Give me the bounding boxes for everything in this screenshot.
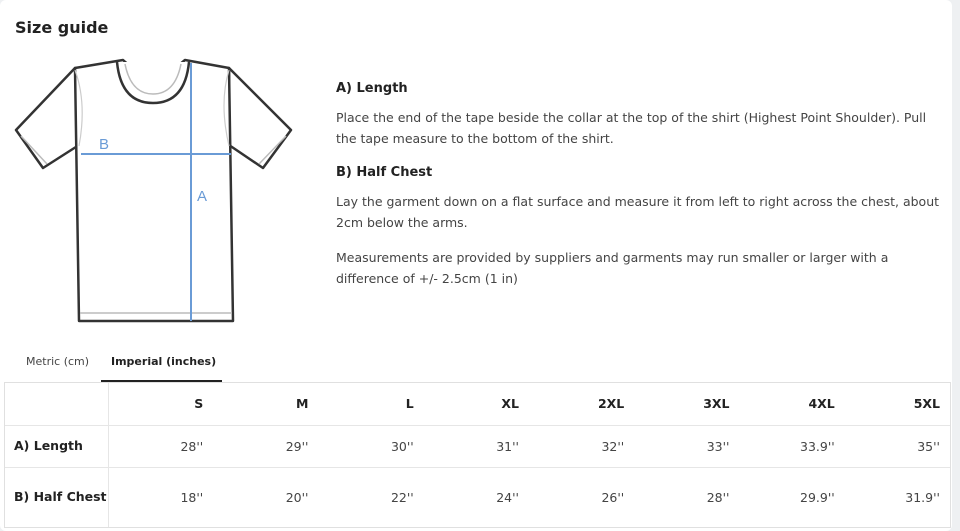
- size-header: 5XL: [845, 383, 950, 425]
- row-label: B) Half Chest: [5, 467, 108, 527]
- page-title: Size guide: [15, 18, 109, 37]
- table-cell: 35'': [845, 425, 950, 467]
- length-heading: A) Length: [336, 81, 408, 96]
- measurement-description: [336, 80, 946, 289]
- table-cell: 29.9'': [800, 489, 835, 505]
- row-label: A) Length: [5, 425, 108, 467]
- size-table: [4, 382, 951, 528]
- size-header: 4XL: [740, 383, 845, 425]
- table-row: [5, 425, 950, 467]
- left-sleeve: [16, 68, 79, 168]
- table-cell: 26'': [601, 489, 625, 505]
- length-text: Place the end of the tape beside the collar at the top of the shirt (Highest Point Shoulder). Pull the tape measure to the bottom of the shirt.: [336, 110, 927, 146]
- table-cell: 32'': [529, 425, 634, 467]
- table-cell: 29'': [213, 425, 318, 467]
- size-header: 2XL: [529, 383, 634, 425]
- table-cell: 31'': [424, 425, 529, 467]
- tab-metric[interactable]: Metric (cm): [26, 355, 90, 368]
- measurement-note: Measurements are provided by suppliers and garments may run smaller or larger with a difference of +/- 2.5cm (1 in): [336, 250, 889, 286]
- table-cell: 24'': [496, 489, 519, 505]
- size-header: 3XL: [634, 383, 739, 425]
- table-cell: 33'': [634, 425, 739, 467]
- label-a: A: [197, 188, 208, 205]
- table-cell: 33.9'': [740, 425, 845, 467]
- tshirt-diagram: [13, 58, 295, 326]
- half-chest-heading: B) Half Chest: [336, 165, 433, 180]
- size-header-row: [5, 383, 950, 425]
- size-header: M: [213, 383, 318, 425]
- table-cell: 31.9'': [905, 489, 940, 505]
- size-header: XL: [424, 383, 529, 425]
- right-sleeve: [229, 68, 291, 168]
- table-cell: 30'': [319, 425, 424, 467]
- table-cell: 28'': [108, 425, 213, 467]
- table-cell: 28'': [706, 489, 730, 505]
- size-header: L: [319, 383, 424, 425]
- corner-cell: [5, 383, 108, 425]
- table-cell: 20'': [285, 489, 309, 505]
- table-cell: 18'': [180, 489, 204, 505]
- label-b: B: [99, 136, 110, 153]
- table-row: [5, 467, 950, 527]
- size-header: S: [108, 383, 213, 425]
- table-cell: 22'': [390, 489, 414, 505]
- half-chest-text: Lay the garment down on a flat surface and measure it from left to right across the chest, about 2cm below the arms.: [336, 194, 940, 230]
- tab-imperial[interactable]: Imperial (inches): [111, 355, 217, 368]
